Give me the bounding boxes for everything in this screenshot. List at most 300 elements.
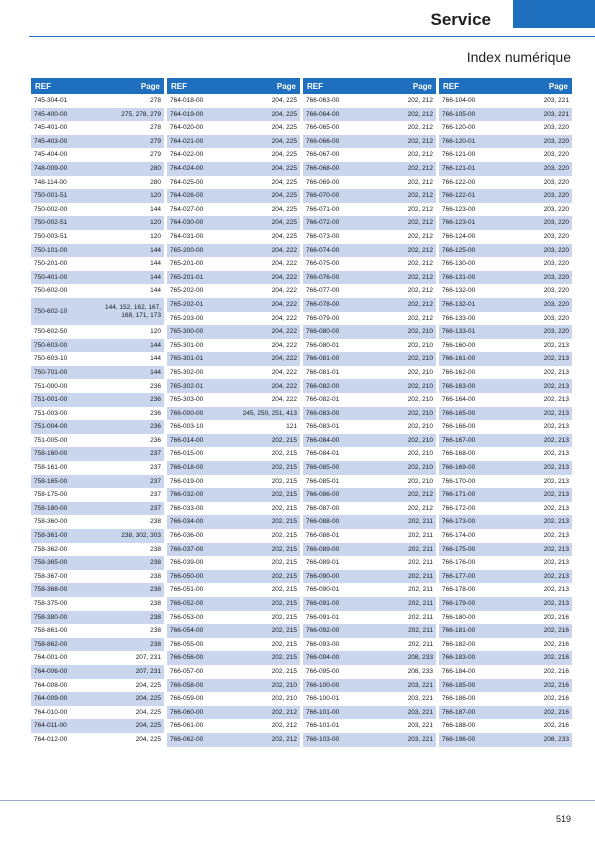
- page-cell: 144, 152, 162, 167, 168, 171, 173: [98, 298, 165, 325]
- ref-cell: 766-163-00: [439, 379, 506, 393]
- ref-cell: 758-367-00: [34, 572, 68, 580]
- ref-cell: 765-202-01: [167, 298, 234, 312]
- table-row: [31, 515, 164, 529]
- ref-cell: 766-056-00: [167, 651, 234, 665]
- page-cell: 203, 220: [506, 162, 573, 176]
- table-row: [303, 515, 436, 529]
- ref-cell: 766-133-00: [442, 314, 476, 322]
- ref-cell: 765-303-00: [170, 396, 204, 404]
- ref-cell: 748-009-00: [31, 162, 98, 176]
- table-row: [303, 638, 436, 652]
- page-cell: 278: [150, 124, 161, 132]
- table-row: [439, 447, 572, 461]
- ref-cell: 745-401-00: [34, 124, 68, 132]
- table-row: [31, 379, 164, 393]
- table-row: [31, 461, 164, 475]
- index-tables: [31, 78, 571, 747]
- ref-cell: 750-602-50: [34, 328, 68, 336]
- page-cell: 202, 211: [370, 570, 437, 584]
- page-cell: 202, 215: [271, 504, 297, 512]
- page-cell: 202, 215: [271, 586, 297, 594]
- ref-cell: 766-123-01: [439, 216, 506, 230]
- table-header-row: [303, 78, 436, 94]
- ref-cell: 765-200-00: [167, 244, 234, 258]
- page-cell: 202, 213: [506, 407, 573, 421]
- ref-cell: 764-024-00: [167, 162, 234, 176]
- page-cell: 203, 221: [407, 722, 433, 730]
- ref-cell: 766-104-00: [442, 97, 476, 105]
- table-row: [167, 148, 300, 162]
- ref-cell: 758-861-00: [34, 627, 68, 635]
- page-cell: 202, 212: [407, 314, 433, 322]
- table-row: [439, 461, 572, 475]
- ref-cell: 766-105-00: [439, 108, 506, 122]
- page-cell: 204, 225: [234, 189, 301, 203]
- table-row: [439, 366, 572, 380]
- table-row: [303, 692, 436, 706]
- table-row: [167, 624, 300, 638]
- page-cell: 208, 233: [370, 651, 437, 665]
- table-row: [439, 339, 572, 353]
- ref-cell: 764-012-00: [34, 735, 68, 743]
- table-row: [167, 271, 300, 285]
- table-row: [439, 502, 572, 516]
- page-cell: 202, 215: [234, 624, 301, 638]
- ref-cell: 766-100-01: [306, 695, 340, 703]
- table-row: [303, 176, 436, 190]
- page-cell: 207, 231: [135, 654, 161, 662]
- ref-cell: 766-068-00: [303, 162, 370, 176]
- page-cell: 238: [150, 627, 161, 635]
- page-cell: 238: [150, 572, 161, 580]
- page-header: Page: [370, 78, 437, 94]
- page-cell: 202, 212: [370, 298, 437, 312]
- table-row: [31, 176, 164, 190]
- table-row: [167, 203, 300, 217]
- table-row: [167, 135, 300, 149]
- page-cell: 202, 215: [234, 651, 301, 665]
- ref-cell: 764-027-00: [170, 205, 204, 213]
- page-cell: 120: [150, 232, 161, 240]
- page-cell: 203, 221: [506, 108, 573, 122]
- ref-header: REF: [31, 78, 98, 94]
- ref-cell: 766-082-01: [306, 396, 340, 404]
- page-cell: 275, 278, 279: [98, 108, 165, 122]
- ref-cell: 765-302-01: [167, 379, 234, 393]
- table-row: [439, 407, 572, 421]
- table-row: [31, 543, 164, 557]
- page-cell: 203, 220: [543, 232, 569, 240]
- table-row: [167, 244, 300, 258]
- ref-cell: 764-025-00: [170, 178, 204, 186]
- table-row: [167, 312, 300, 326]
- page-cell: 202, 215: [271, 613, 297, 621]
- ref-cell: 764-021-00: [167, 135, 234, 149]
- ref-header: REF: [167, 78, 234, 94]
- table-row: [167, 298, 300, 312]
- page-cell: 202, 211: [370, 515, 437, 529]
- page-cell: 236: [98, 393, 165, 407]
- ref-cell: 766-083-01: [306, 423, 340, 431]
- ref-cell: 766-050-00: [167, 570, 234, 584]
- page-cell: 202, 212: [370, 244, 437, 258]
- page-cell: 202, 213: [506, 570, 573, 584]
- ref-cell: 758-362-00: [34, 545, 68, 553]
- page-cell: 203, 220: [506, 189, 573, 203]
- page-cell: 204, 225: [271, 97, 297, 105]
- table-row: [303, 339, 436, 353]
- page-cell: 202, 210: [407, 368, 433, 376]
- table-row: [439, 379, 572, 393]
- table-row: [31, 407, 164, 421]
- page-cell: 204, 225: [98, 692, 165, 706]
- page-cell: 204, 225: [271, 232, 297, 240]
- page-cell: 204, 225: [135, 735, 161, 743]
- ref-cell: 766-167-00: [439, 434, 506, 448]
- page-cell: 202, 210: [407, 396, 433, 404]
- ref-cell: 766-122-00: [442, 178, 476, 186]
- ref-cell: 765-203-00: [170, 314, 204, 322]
- table-row: [31, 271, 164, 285]
- page-cell: 237: [98, 475, 165, 489]
- page-cell: 144: [150, 205, 161, 213]
- page-cell: 202, 213: [543, 341, 569, 349]
- table-row: [303, 679, 436, 693]
- page-header: Page: [234, 78, 301, 94]
- page-cell: 202, 212: [234, 706, 301, 720]
- ref-cell: 751-003-00: [34, 409, 68, 417]
- table-row: [439, 665, 572, 679]
- ref-cell: 766-169-00: [439, 461, 506, 475]
- table-row: [303, 651, 436, 665]
- page-cell: 202, 215: [271, 477, 297, 485]
- ref-cell: 766-073-00: [306, 232, 340, 240]
- page-cell: 202, 212: [370, 135, 437, 149]
- ref-cell: 764-011-00: [31, 719, 98, 733]
- ref-cell: 750-001-51: [31, 189, 98, 203]
- table-row: [439, 515, 572, 529]
- ref-cell: 766-062-00: [167, 733, 234, 747]
- page-cell: 202, 212: [407, 124, 433, 132]
- ref-cell: 766-072-00: [303, 216, 370, 230]
- ref-cell: 766-091-00: [303, 597, 370, 611]
- ref-cell: 766-077-00: [306, 287, 340, 295]
- table-row: [303, 556, 436, 570]
- table-row: [303, 583, 436, 597]
- table-row: [439, 434, 572, 448]
- ref-cell: 766-179-00: [439, 597, 506, 611]
- ref-cell: 766-120-01: [439, 135, 506, 149]
- ref-cell: 766-086-00: [303, 488, 370, 502]
- table-row: [303, 94, 436, 108]
- page-cell: 202, 213: [543, 423, 569, 431]
- page-cell: 202, 212: [370, 189, 437, 203]
- page-cell: 236: [150, 409, 161, 417]
- table-row: [31, 189, 164, 203]
- table-row: [31, 244, 164, 258]
- page-cell: 238, 302, 303: [98, 529, 165, 543]
- page-cell: 203, 220: [543, 151, 569, 159]
- ref-cell: 765-201-00: [170, 260, 204, 268]
- table-row: [167, 176, 300, 190]
- page-cell: 202, 212: [370, 271, 437, 285]
- ref-cell: 766-003-10: [170, 423, 204, 431]
- page-cell: 121: [286, 423, 297, 431]
- ref-cell: 766-173-00: [439, 515, 506, 529]
- page-cell: 279: [98, 135, 165, 149]
- ref-cell: 766-063-00: [306, 97, 340, 105]
- ref-cell: 766-182-00: [442, 640, 476, 648]
- table-row: [303, 733, 436, 747]
- page-header: Page: [506, 78, 573, 94]
- ref-cell: 766-172-00: [442, 504, 476, 512]
- page-cell: 202, 211: [408, 613, 433, 621]
- page-cell: 202, 210: [370, 461, 437, 475]
- page-cell: 202, 212: [407, 287, 433, 295]
- table-row: [439, 543, 572, 557]
- page-cell: 202, 213: [543, 504, 569, 512]
- ref-cell: 766-076-00: [303, 271, 370, 285]
- table-row: [303, 570, 436, 584]
- ref-cell: 766-039-00: [170, 559, 204, 567]
- table-row: [31, 393, 164, 407]
- ref-cell: 766-186-00: [442, 695, 476, 703]
- page-cell: 202, 213: [506, 515, 573, 529]
- table-row: [167, 665, 300, 679]
- page-cell: 202, 211: [370, 543, 437, 557]
- table-row: [31, 434, 164, 448]
- ref-cell: 765-301-00: [170, 341, 204, 349]
- ref-cell: 766-133-01: [439, 325, 506, 339]
- page-cell: 204, 222: [234, 271, 301, 285]
- table-row: [303, 271, 436, 285]
- header-rule: [29, 36, 595, 37]
- table-row: [167, 121, 300, 135]
- table-row: [303, 434, 436, 448]
- table-row: [439, 692, 572, 706]
- table-row: [167, 651, 300, 665]
- ref-cell: 766-176-00: [442, 559, 476, 567]
- ref-cell: 766-132-00: [442, 287, 476, 295]
- table-row: [167, 420, 300, 434]
- table-row: [31, 162, 164, 176]
- page-cell: 236: [98, 420, 165, 434]
- page-cell: 238: [98, 611, 165, 625]
- table-row: [439, 638, 572, 652]
- table-row: [167, 679, 300, 693]
- table-row: [31, 108, 164, 122]
- page-cell: 238: [150, 545, 161, 553]
- table-row: [167, 583, 300, 597]
- ref-cell: 765-300-00: [167, 325, 234, 339]
- table-row: [167, 706, 300, 720]
- ref-cell: 766-061-00: [170, 722, 204, 730]
- table-row: [167, 407, 300, 421]
- page-cell: 202, 215: [234, 434, 301, 448]
- table-row: [439, 733, 572, 747]
- ref-cell: 758-360-00: [34, 518, 68, 526]
- ref-cell: 766-015-00: [170, 450, 204, 458]
- table-row: [303, 352, 436, 366]
- ref-cell: 745-403-00: [31, 135, 98, 149]
- page-cell: 202, 216: [543, 667, 569, 675]
- page-header: Page: [98, 78, 165, 94]
- table-row: [439, 189, 572, 203]
- ref-cell: 766-092-00: [303, 624, 370, 638]
- page-cell: 204, 225: [135, 708, 161, 716]
- page-cell: 202, 213: [543, 559, 569, 567]
- page-cell: 203, 221: [370, 679, 437, 693]
- page-cell: 238: [150, 518, 161, 526]
- table-row: [303, 257, 436, 271]
- page-cell: 203, 220: [506, 271, 573, 285]
- page-cell: 204, 225: [271, 205, 297, 213]
- ref-cell: 766-080-01: [306, 341, 340, 349]
- page-cell: 203, 220: [506, 244, 573, 258]
- page-cell: 202, 213: [506, 461, 573, 475]
- ref-cell: 766-101-01: [306, 722, 340, 730]
- page-cell: 202, 212: [370, 216, 437, 230]
- table-row: [167, 529, 300, 543]
- page-cell: 202, 210: [370, 352, 437, 366]
- table-row: [31, 325, 164, 339]
- table-row: [167, 94, 300, 108]
- page-cell: 202, 213: [543, 586, 569, 594]
- table-row: [167, 597, 300, 611]
- table-row: [31, 570, 164, 584]
- ref-cell: 766-120-00: [442, 124, 476, 132]
- ref-cell: 766-171-00: [439, 488, 506, 502]
- page-cell: 204, 222: [234, 244, 301, 258]
- ref-cell: 764-020-00: [170, 124, 204, 132]
- index-column-2: [167, 78, 300, 747]
- table-row: [303, 230, 436, 244]
- table-row: [167, 692, 300, 706]
- ref-cell: 758-160-00: [31, 447, 98, 461]
- table-row: [31, 203, 164, 217]
- ref-cell: 764-006-00: [31, 665, 98, 679]
- ref-cell: 766-185-00: [439, 679, 506, 693]
- table-row: [31, 638, 164, 652]
- table-row: [303, 244, 436, 258]
- table-row: [31, 665, 164, 679]
- table-row: [303, 325, 436, 339]
- index-table: [303, 78, 436, 747]
- ref-cell: 758-361-00: [31, 529, 98, 543]
- page-cell: 203, 220: [543, 260, 569, 268]
- ref-cell: 766-170-00: [442, 477, 476, 485]
- table-row: [31, 121, 164, 135]
- ref-cell: 764-008-00: [34, 681, 68, 689]
- page-cell: 204, 222: [271, 368, 297, 376]
- page-cell: 237: [98, 502, 165, 516]
- index-column-1: [31, 78, 164, 747]
- ref-cell: 766-130-00: [442, 260, 476, 268]
- ref-cell: 758-165-00: [31, 475, 98, 489]
- ref-cell: 766-079-00: [306, 314, 340, 322]
- page-cell: 208, 233: [407, 667, 433, 675]
- page-cell: 202, 212: [407, 97, 433, 105]
- page-cell: 120: [98, 216, 165, 230]
- page-cell: 202, 212: [407, 151, 433, 159]
- ref-cell: 766-089-01: [306, 559, 340, 567]
- table-row: [439, 325, 572, 339]
- table-row: [167, 189, 300, 203]
- page-cell: 202, 211: [370, 624, 437, 638]
- page-cell: 238: [98, 638, 165, 652]
- table-row: [303, 543, 436, 557]
- ref-cell: 750-101-00: [31, 244, 98, 258]
- table-row: [439, 271, 572, 285]
- page-cell: 204, 222: [271, 260, 297, 268]
- table-row: [31, 611, 164, 625]
- ref-cell: 758-180-00: [31, 502, 98, 516]
- ref-cell: 751-004-00: [31, 420, 98, 434]
- page-cell: 204, 225: [234, 135, 301, 149]
- table-row: [31, 502, 164, 516]
- table-row: [31, 420, 164, 434]
- table-header-row: [31, 78, 164, 94]
- page-cell: 202, 212: [407, 205, 433, 213]
- table-row: [439, 475, 572, 489]
- page-cell: 202, 213: [543, 532, 569, 540]
- table-row: [167, 475, 300, 489]
- page-cell: 237: [150, 491, 161, 499]
- ref-cell: 766-065-00: [306, 124, 340, 132]
- page-cell: 202, 216: [543, 640, 569, 648]
- table-row: [303, 597, 436, 611]
- index-table: [167, 78, 300, 747]
- ref-cell: 766-175-00: [439, 543, 506, 557]
- table-row: [167, 257, 300, 271]
- table-row: [167, 162, 300, 176]
- table-row: [303, 135, 436, 149]
- table-row: [303, 447, 436, 461]
- ref-cell: 766-162-00: [442, 368, 476, 376]
- table-row: [31, 447, 164, 461]
- ref-cell: 764-022-00: [170, 151, 204, 159]
- page-cell: 204, 222: [234, 325, 301, 339]
- table-row: [439, 624, 572, 638]
- page-cell: 202, 211: [408, 559, 433, 567]
- ref-cell: 758-161-00: [34, 464, 68, 472]
- ref-cell: 748-114-00: [34, 178, 67, 186]
- page-cell: 204, 225: [98, 719, 165, 733]
- page-cell: 144: [150, 287, 161, 295]
- page-cell: 202, 213: [543, 396, 569, 404]
- ref-cell: 766-055-00: [170, 640, 204, 648]
- table-row: [167, 434, 300, 448]
- ref-cell: 766-032-00: [167, 488, 234, 502]
- ref-cell: 766-174-00: [442, 532, 476, 540]
- ref-cell: 766-100-00: [303, 679, 370, 693]
- table-row: [439, 216, 572, 230]
- page-cell: 120: [98, 189, 165, 203]
- table-row: [31, 651, 164, 665]
- ref-cell: 750-002-00: [34, 205, 68, 213]
- ref-cell: 766-181-00: [439, 624, 506, 638]
- ref-cell: 766-070-00: [303, 189, 370, 203]
- ref-cell: 766-051-00: [170, 586, 204, 594]
- page-cell: 202, 213: [506, 379, 573, 393]
- page-cell: 202, 216: [506, 679, 573, 693]
- table-row: [31, 679, 164, 693]
- page-cell: 144: [150, 260, 161, 268]
- table-row: [31, 366, 164, 380]
- ref-cell: 758-175-00: [34, 491, 68, 499]
- table-row: [167, 108, 300, 122]
- table-row: [303, 407, 436, 421]
